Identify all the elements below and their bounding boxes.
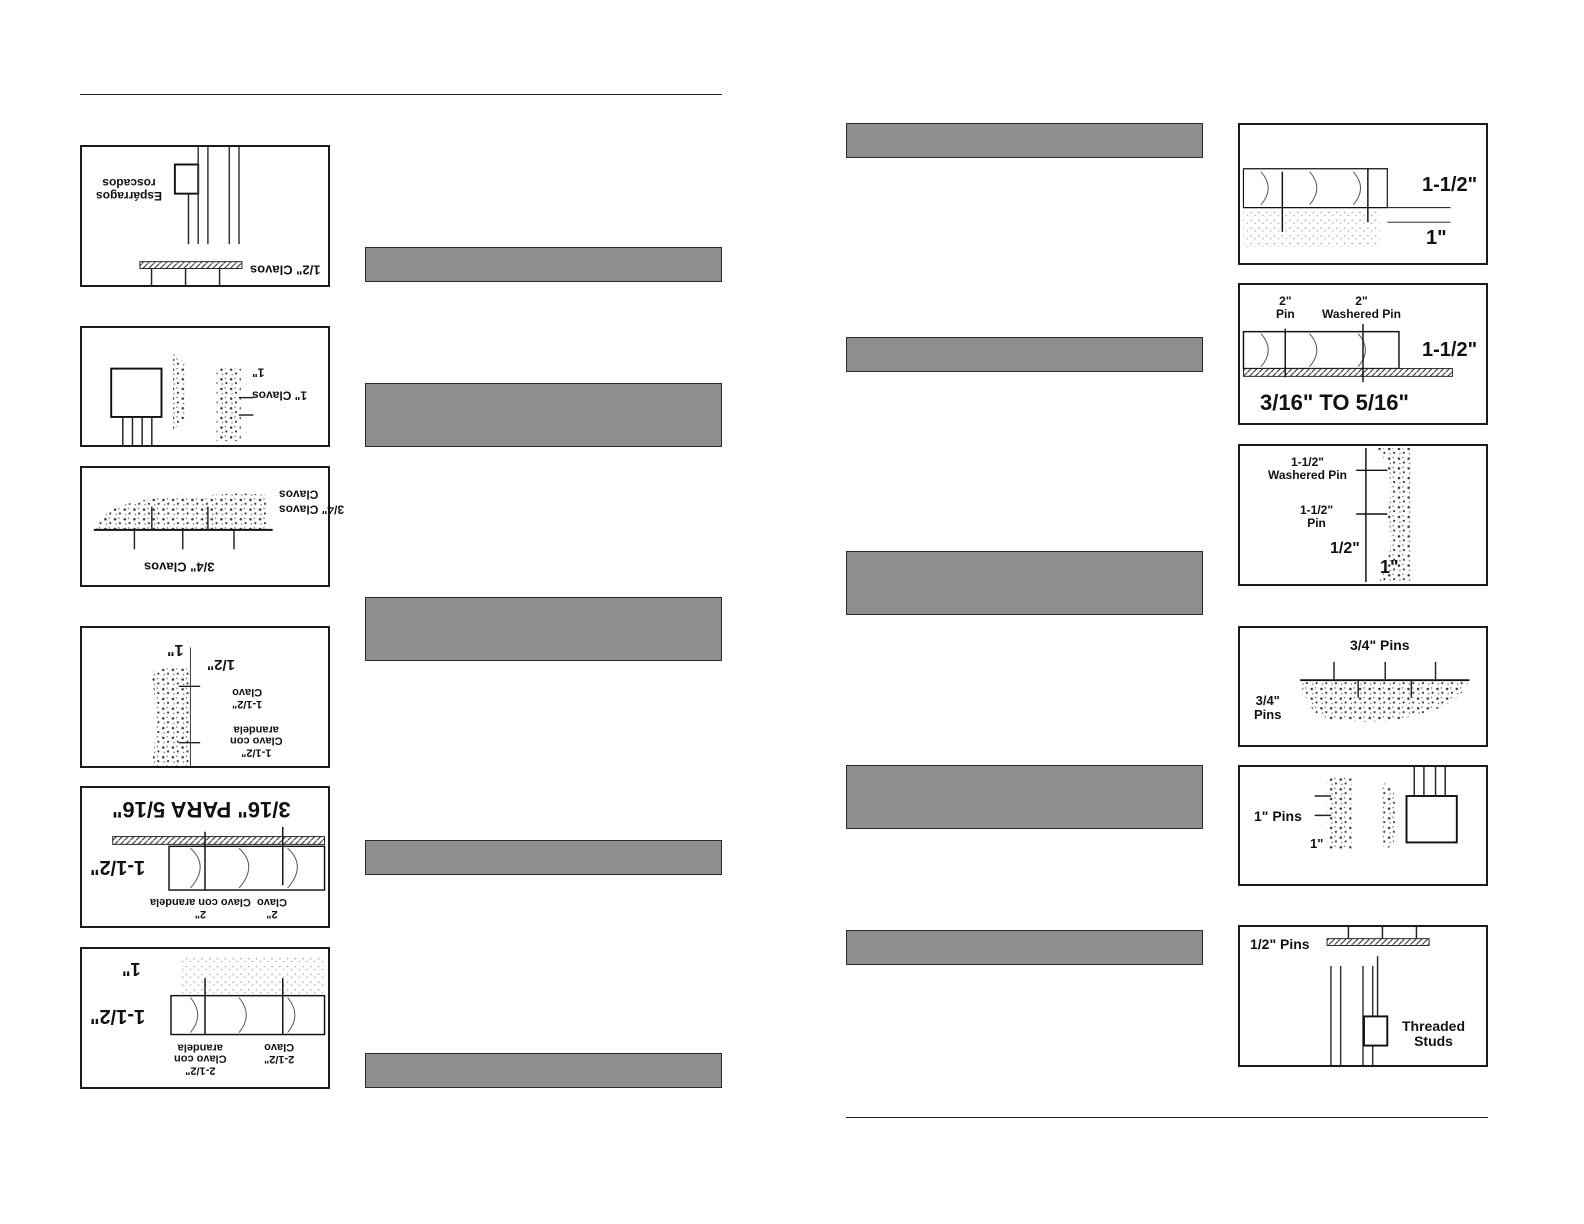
label-thick-es: 1-1/2": [90, 856, 146, 878]
label-clavo-1: 1-1/2": [232, 698, 263, 711]
label-pins-side: [1254, 694, 1281, 721]
label-washered-pin: [1268, 456, 1347, 481]
figure-threaded-studs-es: [80, 145, 330, 287]
electrical-box-icon: [82, 328, 328, 445]
label-thick: 1-1/2": [1422, 339, 1478, 361]
label-clavo-a: 2": [266, 908, 278, 921]
figure-three-quarter-clavos-es: [80, 466, 345, 587]
label-esparragos-2: roscados: [102, 176, 156, 191]
figure-one-inch-pins: [1238, 765, 1488, 886]
label-clavos-bottom: 3/4" Clavos: [144, 559, 215, 575]
label-esparragos-1: Espárragos: [96, 189, 163, 204]
label-two-inch-pin: [1276, 295, 1295, 320]
figure-threaded-studs: [1238, 925, 1488, 1067]
label-dim-one: 1": [167, 640, 184, 658]
figure-pin-depth: [1238, 123, 1488, 265]
label-dim-one: 1": [122, 958, 141, 979]
label-half-inch-pins: 1/2" Pins: [1250, 936, 1310, 952]
figure-two-inch-clavos-es: [80, 786, 330, 928]
label-range-es: 3/16" PARA 5/16": [112, 797, 291, 823]
figure-pins-spacing-es: [80, 626, 330, 768]
label-washer-two: [150, 896, 251, 919]
label-washer-a: 2": [1355, 294, 1368, 308]
label-clavo-pin: [232, 686, 262, 709]
label-dim-top: 1-1/2": [1422, 174, 1478, 196]
label-washer-c: arandela: [177, 1041, 223, 1054]
label-dim: 1": [1310, 836, 1324, 851]
label-washer-b: Clavo con: [174, 1053, 227, 1066]
right-heading-bar-5: [846, 930, 1203, 965]
label-pin-b: Pin: [1307, 515, 1326, 530]
right-heading-bar-4: [846, 765, 1203, 829]
figure-three-quarter-pins: [1238, 626, 1488, 747]
label-washer-2: Clavo con: [230, 735, 283, 748]
label-studs-a: Threaded: [1402, 1018, 1466, 1034]
label-washer-a: 1-1/2": [1290, 455, 1324, 469]
right-heading-bar-1: [846, 123, 1203, 158]
label-dim-half: 1/2": [1330, 540, 1360, 557]
left-heading-bar-5: [365, 1053, 722, 1088]
label-washer-two-half: [174, 1041, 227, 1076]
label-washer-b: Clavo con arandela: [150, 896, 251, 909]
label-washer-b: Washered Pin: [1268, 467, 1347, 482]
label-clavo-two-half: [264, 1041, 294, 1064]
label-dim-one: 1": [252, 365, 265, 380]
label-pin-a: 1-1/2": [1300, 503, 1334, 517]
label-clavo-arandela: [230, 723, 283, 758]
label-clavos-side: 3/4" Clavos: [279, 502, 345, 517]
label-range: 3/16" TO 5/16": [1260, 390, 1409, 415]
figure-wall-pins: [1238, 444, 1488, 586]
label-two-inch-washered: [1322, 295, 1401, 320]
label-one-inch-pins: 1" Pins: [1254, 808, 1302, 824]
right-heading-bar-2: [846, 337, 1203, 372]
label-washer-a: 2": [194, 908, 207, 921]
label-clavo-b: Clavo: [264, 1041, 295, 1054]
label-dim-one: 1": [1380, 557, 1399, 577]
left-heading-bar-1: [365, 247, 722, 282]
electrical-box-icon: [1240, 767, 1486, 884]
label-pin: [1300, 504, 1333, 529]
label-clavos-half: 1/2" Clavos: [249, 263, 320, 278]
left-heading-bar-4: [365, 840, 722, 875]
label-pin-b: Pin: [1276, 306, 1295, 321]
label-dim-half: 1/2": [207, 655, 235, 673]
label-washer-3: arandela: [233, 723, 279, 736]
left-page-top-rule: [80, 94, 722, 95]
label-clavos-side-2: Clavos: [279, 487, 319, 502]
figure-two-inch-pins: [1238, 283, 1488, 425]
label-side-b: Pins: [1254, 706, 1282, 722]
label-clavo-2: Clavo: [232, 686, 263, 699]
label-esparragos: [96, 177, 162, 202]
right-page-bottom-rule: [846, 1117, 1488, 1118]
label-clavo-a: 2-1/2": [264, 1053, 295, 1066]
label-clavo-b: Clavo: [257, 896, 287, 909]
label-washer-1: 1-1/2": [241, 746, 272, 759]
label-pins-top: 3/4" Pins: [1350, 637, 1410, 653]
label-studs-b: Studs: [1414, 1032, 1453, 1049]
left-heading-bar-2: [365, 383, 722, 447]
label-thick-es: 1-1/2": [90, 1005, 146, 1027]
figure-one-inch-clavos-es: [80, 326, 330, 447]
label-washer-a: 2-1/2": [185, 1064, 216, 1077]
label-washer-b: Washered Pin: [1322, 306, 1401, 321]
label-clavos-one: 1" Clavos: [252, 388, 308, 403]
label-dim-bottom: 1": [1426, 227, 1447, 249]
label-threaded-studs: [1402, 1019, 1465, 1048]
label-pin-a: 2": [1279, 294, 1292, 308]
figure-two-half-clavos-es: [80, 947, 330, 1089]
pin-fastener-icon: [82, 628, 328, 766]
right-heading-bar-3: [846, 551, 1203, 615]
left-heading-bar-3: [365, 597, 722, 661]
label-side-a: 3/4": [1255, 693, 1280, 708]
label-clavo-two: [257, 896, 287, 919]
